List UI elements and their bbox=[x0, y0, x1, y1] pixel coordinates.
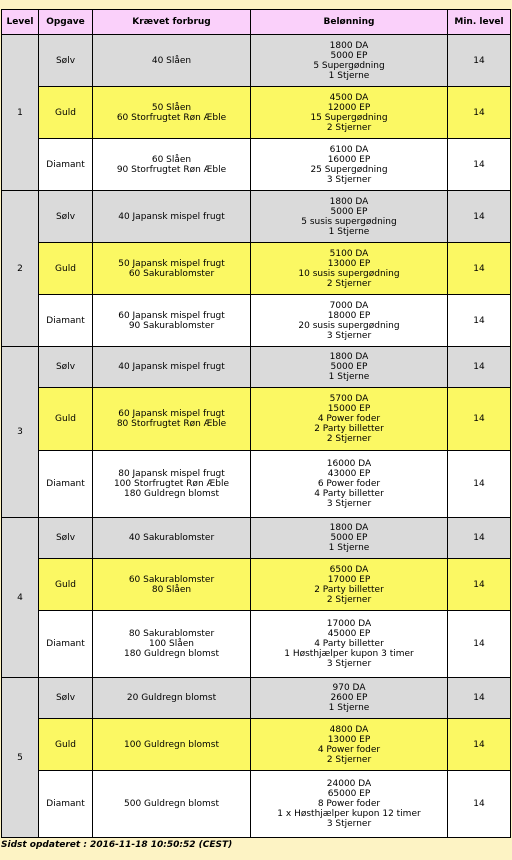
reward-line: 5000 EP bbox=[330, 206, 368, 217]
min-level-cell: 14 bbox=[448, 35, 511, 87]
requirement-line: 60 Japansk mispel frugt bbox=[118, 409, 225, 419]
task-cell: Guld bbox=[39, 243, 93, 295]
reward-line: 1 Stjerne bbox=[328, 372, 370, 382]
reward-line: 1 Høsthjælper kupon 3 timer bbox=[284, 649, 414, 659]
requirement-cell bbox=[93, 347, 251, 388]
reward-line: 2600 EP bbox=[330, 693, 368, 703]
requirement-line: 60 Sakurablomster bbox=[128, 268, 215, 279]
level-cell: 4 bbox=[2, 518, 39, 678]
reward-line: 16000 EP bbox=[327, 154, 371, 165]
reward-line: 1 Stjerne bbox=[328, 226, 370, 237]
reward-line: 4 Power foder bbox=[317, 744, 381, 755]
reward-line: 43000 EP bbox=[327, 469, 371, 479]
reward-cell bbox=[251, 347, 448, 388]
min-level-cell: 14 bbox=[448, 719, 511, 771]
reward-line: 2 Stjerner bbox=[326, 278, 372, 289]
reward-line: 20 susis supergødning bbox=[298, 320, 400, 331]
requirement-cell bbox=[93, 678, 251, 719]
reward-line: 1800 DA bbox=[329, 196, 369, 207]
min-level-cell: 14 bbox=[448, 87, 511, 139]
requirement-line: 80 Slåen bbox=[151, 584, 192, 595]
reward-line: 4 Party billetter bbox=[314, 489, 384, 499]
reward-line: 1800 DA bbox=[329, 40, 369, 51]
header-requirement: Krævet forbrug bbox=[93, 10, 251, 35]
table-row bbox=[2, 243, 511, 295]
reward-line: 10 susis supergødning bbox=[298, 268, 400, 279]
requirement-line: 100 Storfrugtet Røn Æble bbox=[113, 479, 230, 489]
reward-line: 6100 DA bbox=[329, 144, 369, 155]
requirement-cell bbox=[93, 518, 251, 559]
requirement-line: 100 Guldregn blomst bbox=[124, 739, 219, 750]
header-row bbox=[2, 10, 511, 35]
min-level-cell: 14 bbox=[448, 347, 511, 388]
reward-line: 4800 DA bbox=[329, 724, 369, 735]
task-cell: Diamant bbox=[39, 451, 93, 518]
task-cell: Sølv bbox=[39, 347, 93, 388]
requirement-cell bbox=[93, 388, 251, 451]
reward-line: 25 Supergødning bbox=[310, 164, 388, 175]
reward-cell bbox=[251, 559, 448, 611]
table-row bbox=[2, 347, 511, 388]
level-cell: 5 bbox=[2, 678, 39, 838]
requirement-cell bbox=[93, 559, 251, 611]
reward-line: 2 Party billetter bbox=[314, 424, 384, 434]
requirement-cell bbox=[93, 719, 251, 771]
reward-cell bbox=[251, 678, 448, 719]
table-row bbox=[2, 295, 511, 347]
reward-line: 3 Stjerner bbox=[326, 499, 372, 509]
table-body bbox=[2, 35, 511, 838]
task-cell: Sølv bbox=[39, 35, 93, 87]
reward-line: 5000 EP bbox=[330, 362, 368, 372]
reward-line: 6500 DA bbox=[329, 564, 369, 575]
requirement-cell bbox=[93, 611, 251, 678]
reward-line: 1 Stjerne bbox=[328, 703, 370, 713]
task-cell: Guld bbox=[39, 719, 93, 771]
task-cell: Sølv bbox=[39, 678, 93, 719]
requirement-line: 180 Guldregn blomst bbox=[124, 489, 219, 499]
reward-cell bbox=[251, 139, 448, 191]
requirement-line: 60 Storfrugtet Røn Æble bbox=[116, 112, 227, 123]
table-row bbox=[2, 719, 511, 771]
requirement-line: 100 Slåen bbox=[148, 639, 194, 649]
requirement-line: 60 Sakurablomster bbox=[128, 574, 215, 585]
task-cell: Diamant bbox=[39, 771, 93, 838]
requirement-cell bbox=[93, 451, 251, 518]
reward-cell bbox=[251, 87, 448, 139]
reward-line: 3 Stjerner bbox=[326, 659, 372, 669]
reward-line: 1 Stjerne bbox=[328, 543, 370, 553]
task-cell: Diamant bbox=[39, 611, 93, 678]
min-level-cell: 14 bbox=[448, 518, 511, 559]
level-cell: 3 bbox=[2, 347, 39, 518]
requirement-line: 80 Storfrugtet Røn Æble bbox=[116, 419, 227, 429]
reward-line: 16000 DA bbox=[326, 459, 372, 469]
reward-line: 5100 DA bbox=[329, 248, 369, 259]
reward-line: 3 Stjerner bbox=[326, 330, 372, 341]
reward-line: 13000 EP bbox=[327, 734, 371, 745]
reward-cell bbox=[251, 295, 448, 347]
reward-line: 970 DA bbox=[332, 683, 366, 693]
requirement-line: 500 Guldregn blomst bbox=[124, 799, 219, 809]
min-level-cell: 14 bbox=[448, 295, 511, 347]
table-row bbox=[2, 518, 511, 559]
quest-table bbox=[1, 9, 511, 838]
requirement-line: 40 Sakurablomster bbox=[128, 533, 215, 543]
requirement-line: 80 Japansk mispel frugt bbox=[118, 469, 225, 479]
task-cell: Sølv bbox=[39, 191, 93, 243]
table-row bbox=[2, 87, 511, 139]
reward-line: 6 Power foder bbox=[317, 479, 381, 489]
header-min-level: Min. level bbox=[448, 10, 511, 35]
reward-line: 17000 EP bbox=[327, 574, 371, 585]
reward-line: 15000 EP bbox=[327, 404, 371, 414]
reward-line: 13000 EP bbox=[327, 258, 371, 269]
requirement-cell bbox=[93, 771, 251, 838]
reward-line: 17000 DA bbox=[326, 619, 372, 629]
min-level-cell: 14 bbox=[448, 678, 511, 719]
task-cell: Guld bbox=[39, 559, 93, 611]
reward-line: 1800 DA bbox=[329, 523, 369, 533]
table-row bbox=[2, 559, 511, 611]
min-level-cell: 14 bbox=[448, 559, 511, 611]
min-level-cell: 14 bbox=[448, 139, 511, 191]
requirement-cell bbox=[93, 35, 251, 87]
reward-line: 4 Party billetter bbox=[314, 639, 384, 649]
reward-line: 5 Supergødning bbox=[313, 60, 385, 71]
requirement-line: 50 Japansk mispel frugt bbox=[118, 258, 225, 269]
min-level-cell: 14 bbox=[448, 388, 511, 451]
reward-line: 1 x Høsthjælper kupon 12 timer bbox=[277, 809, 421, 819]
table-row bbox=[2, 771, 511, 838]
min-level-cell: 14 bbox=[448, 771, 511, 838]
reward-line: 15 Supergødning bbox=[310, 112, 388, 123]
level-cell: 2 bbox=[2, 191, 39, 347]
reward-line: 7000 DA bbox=[329, 300, 369, 311]
table-row bbox=[2, 139, 511, 191]
requirement-cell bbox=[93, 295, 251, 347]
requirement-line: 90 Sakurablomster bbox=[128, 320, 215, 331]
header-reward: Belønning bbox=[251, 10, 448, 35]
requirement-cell bbox=[93, 243, 251, 295]
reward-line: 45000 EP bbox=[327, 629, 371, 639]
task-cell: Guld bbox=[39, 87, 93, 139]
reward-cell bbox=[251, 388, 448, 451]
reward-cell bbox=[251, 611, 448, 678]
reward-cell bbox=[251, 771, 448, 838]
reward-line: 2 Party billetter bbox=[314, 584, 384, 595]
table-row bbox=[2, 191, 511, 243]
reward-line: 2 Stjerner bbox=[326, 122, 372, 133]
reward-line: 65000 EP bbox=[327, 789, 371, 799]
reward-line: 5000 EP bbox=[330, 50, 368, 61]
table-row bbox=[2, 388, 511, 451]
reward-line: 2 Stjerner bbox=[326, 594, 372, 605]
min-level-cell: 14 bbox=[448, 243, 511, 295]
min-level-cell: 14 bbox=[448, 451, 511, 518]
requirement-cell bbox=[93, 191, 251, 243]
reward-line: 4500 DA bbox=[329, 92, 369, 103]
last-updated: Sidst opdateret : 2016-11-18 10:50:52 (CEST) bbox=[1, 840, 233, 850]
reward-line: 8 Power foder bbox=[317, 799, 381, 809]
table-row bbox=[2, 35, 511, 87]
header-task: Opgave bbox=[39, 10, 93, 35]
reward-line: 18000 EP bbox=[327, 310, 371, 321]
reward-cell bbox=[251, 451, 448, 518]
reward-cell bbox=[251, 243, 448, 295]
reward-line: 5 susis supergødning bbox=[301, 216, 397, 227]
requirement-line: 50 Slåen bbox=[151, 102, 192, 113]
requirement-line: 40 Japansk mispel frugt bbox=[118, 362, 225, 372]
requirement-line: 40 Slåen bbox=[151, 55, 192, 66]
requirement-cell bbox=[93, 139, 251, 191]
header-level: Level bbox=[2, 10, 39, 35]
reward-line: 12000 EP bbox=[327, 102, 371, 113]
reward-line: 2 Stjerner bbox=[326, 434, 372, 444]
requirement-line: 80 Sakurablomster bbox=[128, 629, 215, 639]
reward-line: 3 Stjerner bbox=[326, 819, 372, 829]
reward-line: 24000 DA bbox=[326, 779, 372, 789]
requirement-line: 60 Japansk mispel frugt bbox=[118, 310, 225, 321]
reward-line: 5000 EP bbox=[330, 533, 368, 543]
reward-cell bbox=[251, 191, 448, 243]
table-row bbox=[2, 611, 511, 678]
requirement-line: 20 Guldregn blomst bbox=[126, 693, 217, 703]
reward-line: 3 Stjerner bbox=[326, 174, 372, 185]
reward-line: 1800 DA bbox=[329, 352, 369, 362]
task-cell: Diamant bbox=[39, 295, 93, 347]
reward-line: 5700 DA bbox=[329, 394, 369, 404]
min-level-cell: 14 bbox=[448, 191, 511, 243]
task-cell: Diamant bbox=[39, 139, 93, 191]
level-cell: 1 bbox=[2, 35, 39, 191]
table-row bbox=[2, 678, 511, 719]
task-cell: Sølv bbox=[39, 518, 93, 559]
requirement-line: 90 Storfrugtet Røn Æble bbox=[116, 164, 227, 175]
requirement-cell bbox=[93, 87, 251, 139]
reward-cell bbox=[251, 719, 448, 771]
reward-cell bbox=[251, 35, 448, 87]
reward-line: 4 Power foder bbox=[317, 414, 381, 424]
reward-line: 2 Stjerner bbox=[326, 754, 372, 765]
reward-line: 1 Stjerne bbox=[328, 70, 370, 81]
reward-cell bbox=[251, 518, 448, 559]
task-cell: Guld bbox=[39, 388, 93, 451]
requirement-line: 180 Guldregn blomst bbox=[124, 649, 219, 659]
requirement-line: 60 Slåen bbox=[151, 154, 192, 165]
min-level-cell: 14 bbox=[448, 611, 511, 678]
table-row bbox=[2, 451, 511, 518]
requirement-line: 40 Japansk mispel frugt bbox=[118, 211, 225, 222]
